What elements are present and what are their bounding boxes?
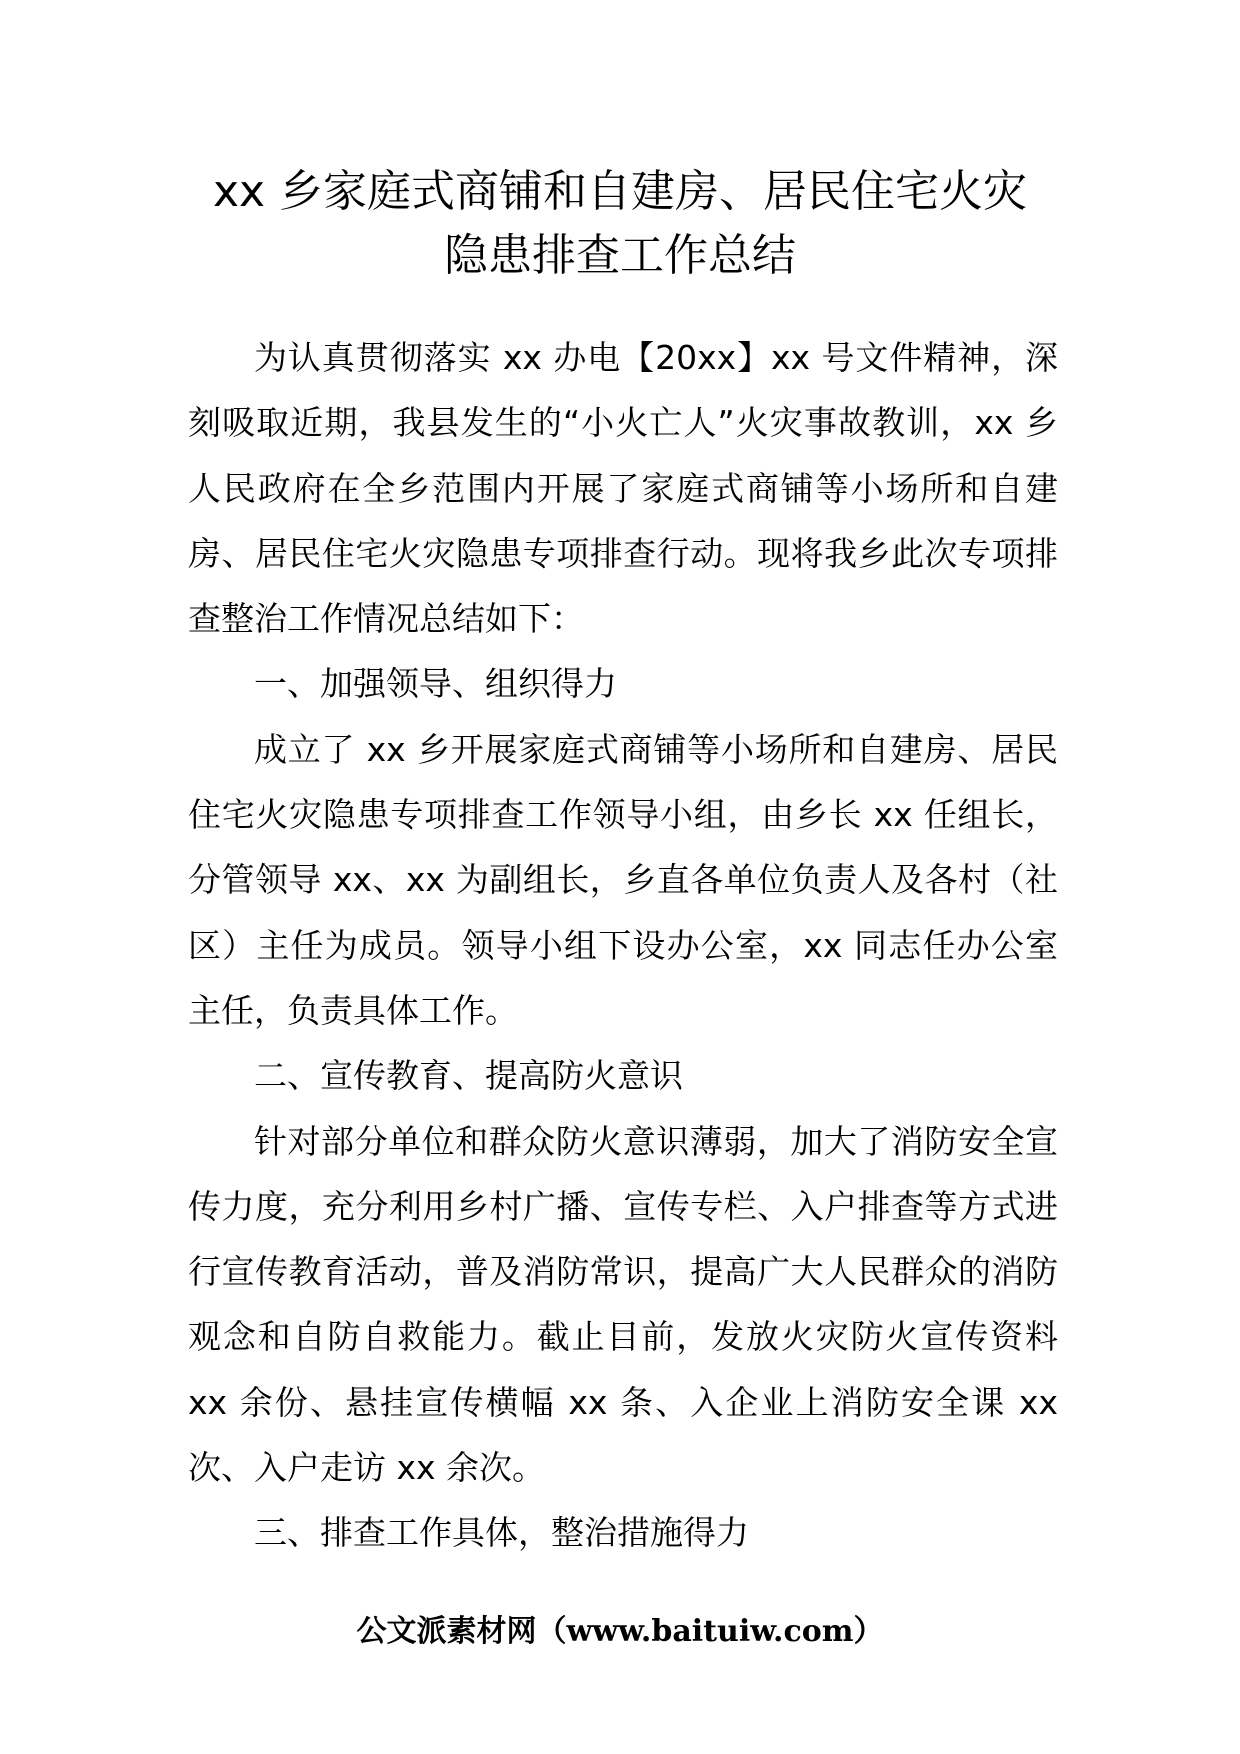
section-1-paragraph: 成立了 xx 乡开展家庭式商铺等小场所和自建房、居民住宅火灾隐患专项排查工作领导小组，由乡长 xx 任组长，分管领导 xx、xx 为副组长，乡直各单位负责人及各村（社区）主任为成员。领导小组下设办公室，xx 同志任办公室主任，负责具体工作。: [188, 729, 1058, 1030]
document-title: [150, 160, 1090, 288]
section-heading-3: 三、排查工作具体，整治措施得力: [254, 1513, 749, 1553]
section-heading-2: 二、宣传教育、提高防火意识: [254, 1056, 683, 1096]
title-line-2: 隐患排查工作总结: [444, 230, 796, 281]
intro-paragraph: 为认真贯彻落实 xx 办电【20xx】xx 号文件精神，深刻吸取近期，我县发生的“小火亡人”火灾事故教训，xx 乡人民政府在全乡范围内开展了家庭式商铺等小场所和自建房、居民住宅火灾隐患专项排查行动。现将我乡此次专项排查整治工作情况总结如下：: [188, 338, 1058, 639]
title-line-1: xx 乡家庭式商铺和自建房、居民住宅火灾: [212, 166, 1028, 217]
document-body: [188, 325, 1058, 1566]
section-heading-1: 一、加强领导、组织得力: [254, 664, 617, 704]
section-2-paragraph: 针对部分单位和群众防火意识薄弱，加大了消防安全宣传力度，充分利用乡村广播、宣传专栏、入户排查等方式进行宣传教育活动，普及消防常识，提高广大人民群众的消防观念和自防自救能力。截止目前，发放火灾防火宣传资料 xx 余份、悬挂宣传横幅 xx 条、入企业上消防安全课 xx 次、入户走访 xx 余次。: [188, 1121, 1058, 1488]
footer-watermark: 公文派素材网（www.baituiw.com）: [356, 1614, 884, 1649]
